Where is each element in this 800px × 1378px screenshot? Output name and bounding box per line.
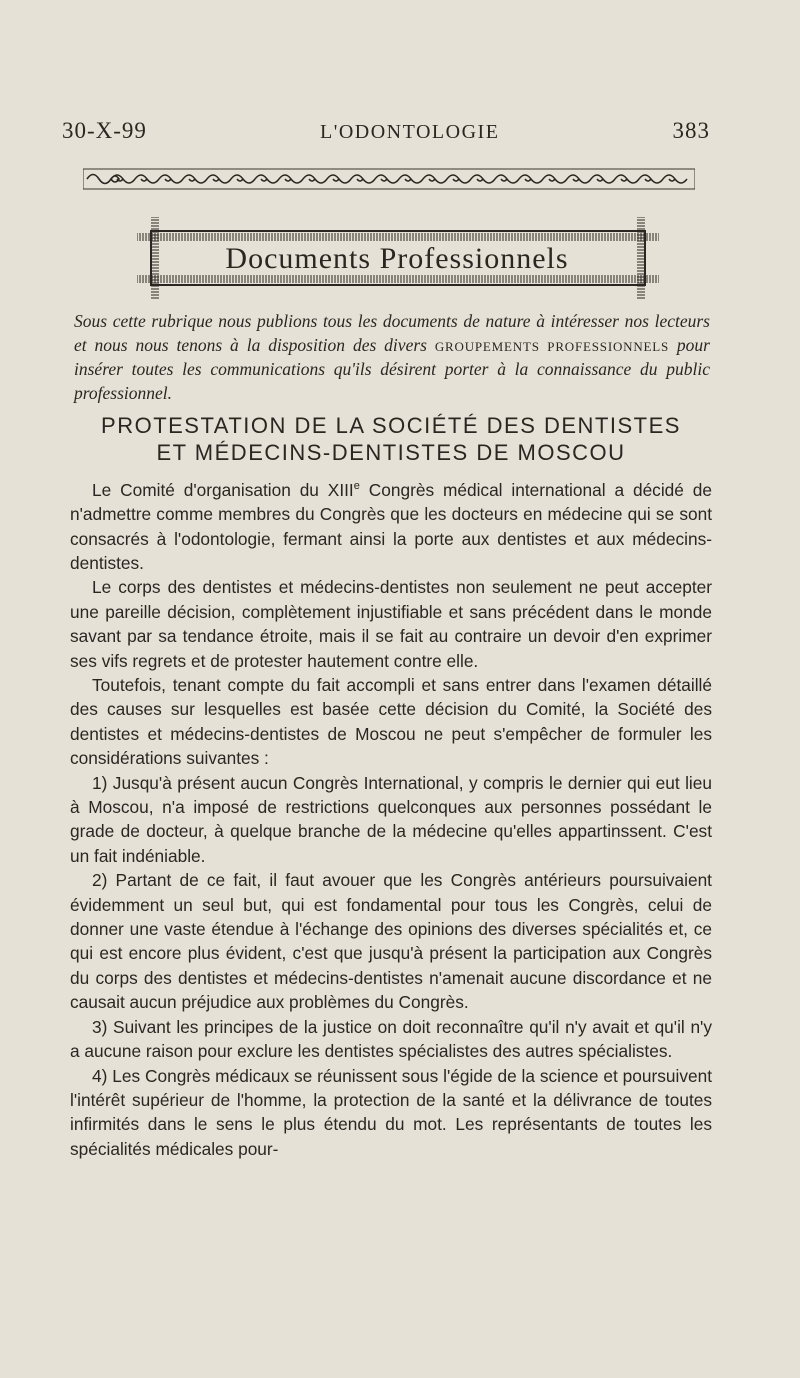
paragraph-1 bbox=[70, 474, 712, 575]
section-title: Documents Professionnels bbox=[225, 242, 569, 275]
paragraph-2: Le corps des dentistes et médecins-dentistes non seulement ne peut accepter une pareille décision, complètement injustifiable et sans précédent dans le monde savant par sa tendance étroite, mais il se fait au contraire un devoir d'en exprimer ses vifs regrets et de protester hautement contre elle. bbox=[70, 577, 712, 671]
intro-text-1: Sous cette rubrique nous publions tous les documents de nature à intéresser nos lecteurs et nous nous tenons à la disposition des divers bbox=[74, 311, 710, 355]
intro-smallcaps: GROUPEMENTS PROFESSIONNELS bbox=[434, 338, 670, 354]
article-title bbox=[70, 412, 712, 466]
article-title-line-2: ET MÉDECINS-DENTISTES DE MOSCOU bbox=[156, 440, 626, 465]
paragraph-7: 4) Les Congrès médicaux se réunissent sous l'égide de la science et poursuivent l'intérêt supérieur de l'homme, la protection de la santé et la délivrance de toutes infirmités dans le sens le plus étendu du mot. Les représentants de toutes les spécialités médicales pour- bbox=[70, 1065, 712, 1159]
decorative-scroll-band-icon bbox=[83, 168, 695, 190]
paragraph-5: 2) Partant de ce fait, il faut avouer que les Congrès antérieurs poursuivaient évidemment un seul but, qui est fondamental pour tous les Congrès, celui de donner une vaste étendue à l'échange des opinions des diverses spécialités et, ce qui est encore plus évident, c'est que jusqu'à présent la participation aux Congrès du corps des dentistes et médecins-dentistes n'amenait aucune discordance et ne causait aucun préjudice aux problèmes du Congrès. bbox=[70, 870, 712, 1013]
paragraph-1-text-b: Congrès médical international a décidé de n'admettre comme membres du Congrès que les docteurs en médecine qui se sont consacrés à l'odontologie, fermant ainsi la porte aux dentistes et aux médecins-dentistes. bbox=[70, 479, 712, 573]
paragraph-3: Toutefois, tenant compte du fait accompli et sans entrer dans l'examen détaillé des causes sur lesquelles est basée cette décision du Comité, la Société des dentistes et médecins-dentistes de Moscou ne peut s'empêcher de formuler les considérations suivantes : bbox=[70, 675, 712, 769]
section-intro bbox=[74, 310, 710, 405]
paragraph-6: 3) Suivant les principes de la justice on doit reconnaître qu'il n'y avait et qu'il n'y a aucune raison pour exclure les dentistes spécialistes des autres spécialistes. bbox=[70, 1016, 712, 1062]
article-title-line-1: PROTESTATION DE LA SOCIÉTÉ DES DENTISTES bbox=[101, 413, 681, 438]
journal-title: L'ODONTOLOGIE bbox=[320, 121, 500, 143]
issue-date: 30-X-99 bbox=[62, 118, 147, 143]
running-head bbox=[62, 118, 710, 144]
page-number: 383 bbox=[672, 118, 710, 143]
superscript: e bbox=[353, 480, 360, 492]
paragraph-4: 1) Jusqu'à présent aucun Congrès International, y compris le dernier qui eut lieu à Moscou, n'a imposé de restrictions quelconques aux personnes possédant le grade de docteur, à quelque branche de la médecine qu'elles appartinssent. C'est un fait indéniable. bbox=[70, 772, 712, 866]
article-body bbox=[70, 474, 712, 1161]
paragraph-1-text-a: Le Comité d'organisation du XIII bbox=[92, 479, 354, 500]
intro-text-2: pour insérer toutes les communications qu'ils désirent porter à la connaissance du public professionnel. bbox=[74, 334, 710, 403]
